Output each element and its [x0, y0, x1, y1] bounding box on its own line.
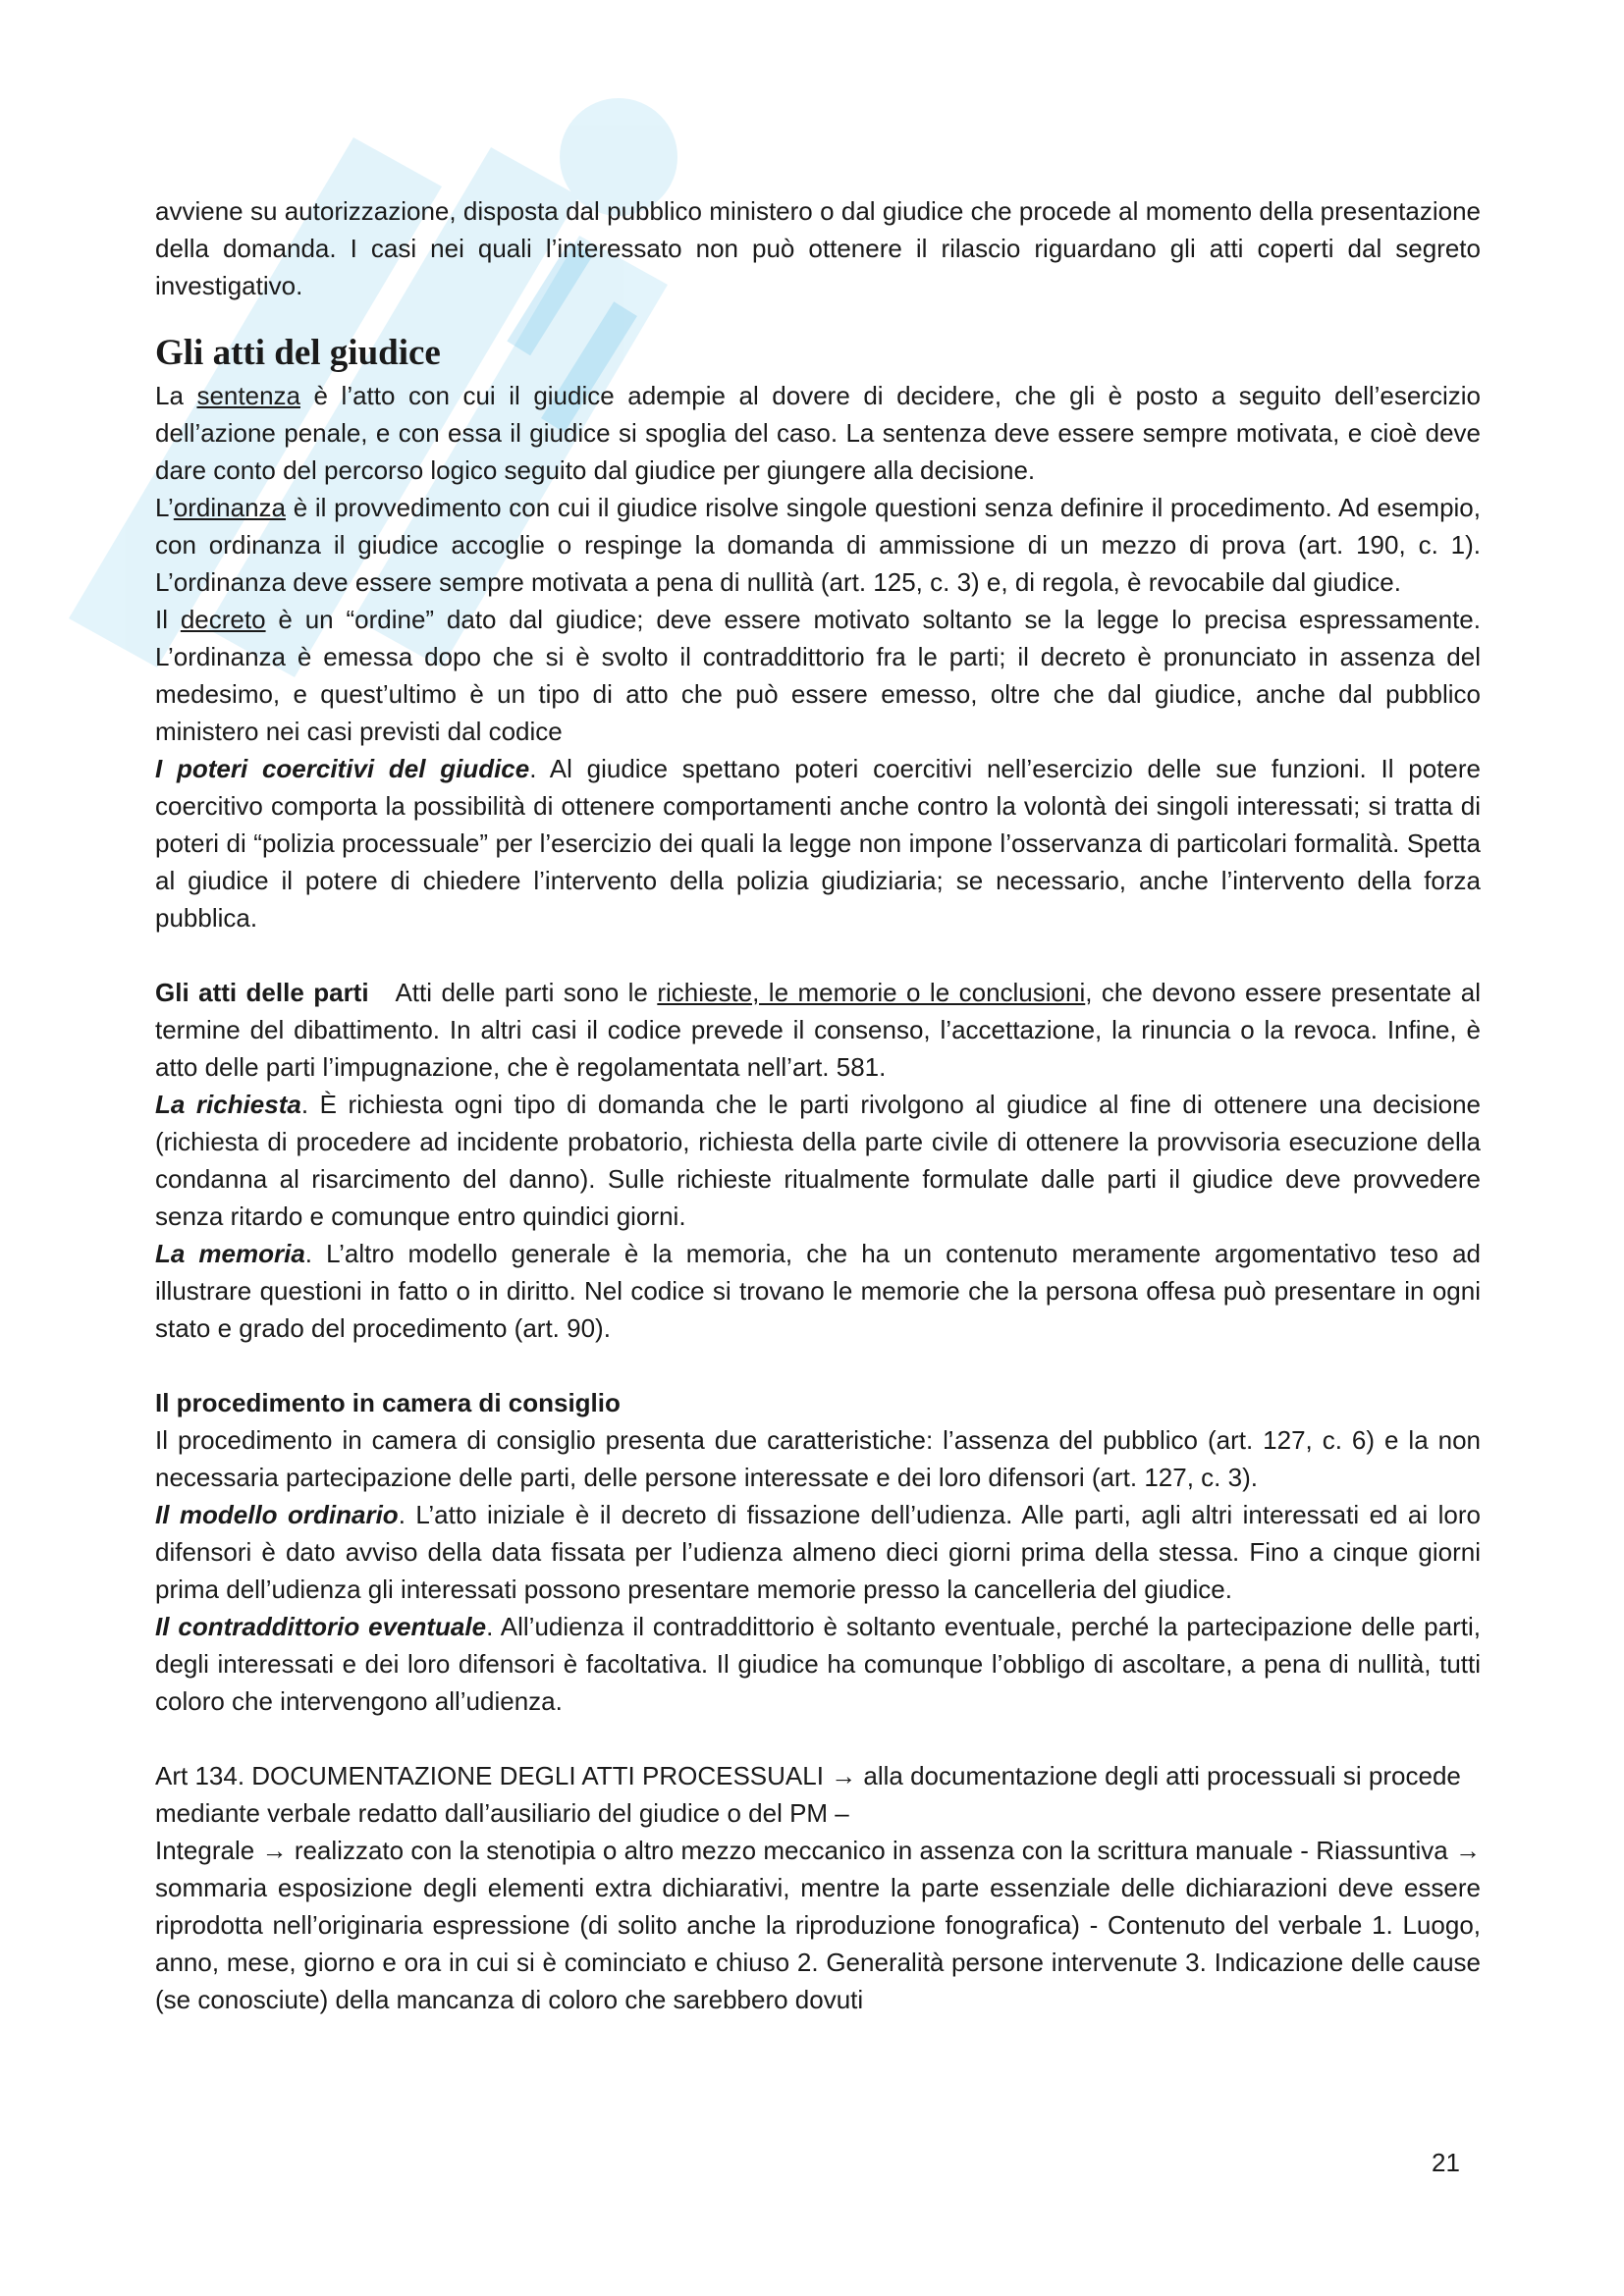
paragraph-integrale: Integrale → realizzato con la stenotipia o altro mezzo meccanico in assenza con la scrittura manuale - Riassuntiva → sommaria esposizione degli elementi extra dichiarativi, mentre la parte essenziale delle dichiarazioni deve essere riprodotta nell’originaria espressione (di solito anche la riproduzione fonografica) - Contenuto del verbale 1. Luogo, anno, mese, giorno e ora in cui si è cominciato e chiuso 2. Generalità persone intervenute 3. Indicazione delle cause (se conosciute) della mancanza di coloro che sarebbero dovuti	[155, 1836, 1481, 2014]
heading-atti-parti: Gli atti delle parti	[155, 978, 369, 1007]
term-sentenza: sentenza	[196, 381, 300, 410]
paragraph-decreto: Il decreto è un “ordine” dato dal giudice; deve essere motivato soltanto se la legge lo precisa espressamente. L’ordinanza è emessa dopo che si è svolto il contraddittorio fra le parti; il decreto è pronunciato in assenza del medesimo, e quest’ultimo è un tipo di atto che può essere emesso, oltre che dal giudice, anche dal pubblico ministero nei casi previsti dal codice	[155, 605, 1481, 746]
term-richieste: richieste, le memorie o le conclusioni	[657, 978, 1086, 1007]
paragraph-sentenza: La sentenza è l’atto con cui il giudice adempie al dovere di decidere, che gli è posto a seguito dell’esercizio dell’azione penale, e con essa il giudice si spoglia del caso. La sentenza deve essere sempre motivata, e cioè deve dare conto del percorso logico seguito dal giudice per giungere alla decisione.	[155, 381, 1481, 485]
heading-richiesta: La richiesta	[155, 1090, 301, 1119]
heading-atti-giudice: Gli atti del giudice	[155, 333, 441, 373]
paragraph-intro: avviene su autorizzazione, disposta dal pubblico ministero o dal giudice che procede al momento della presentazione della domanda. I casi nei quali l’interessato non può ottenere il rilascio riguardano gli atti coperti dal segreto investigativo.	[155, 196, 1481, 300]
heading-camera-consiglio: Il procedimento in camera di consiglio	[155, 1388, 621, 1417]
paragraph-camera-consiglio: Il procedimento in camera di consiglio presenta due caratteristiche: l’assenza del pubblico (art. 127, c. 6) e la non necessaria partecipazione delle parti, delle persone interessate e dei loro difensori (art. 127, c. 3).	[155, 1425, 1481, 1492]
paragraph-poteri-coercitivi: I poteri coercitivi del giudice. Al giudice spettano poteri coercitivi nell’esercizio delle sue funzioni. Il potere coercitivo comporta la possibilità di ottenere comportamenti anche contro la volontà dei singoli interessati; si tratta di poteri di “polizia processuale” per l’esercizio dei quali la legge non impone l’osservanza di particolari formalità. Spetta al giudice il potere di chiedere l’intervento della polizia giudiziaria; se necessario, anche l’intervento della forza pubblica.	[155, 754, 1481, 933]
paragraph-memoria: La memoria. L’altro modello generale è la memoria, che ha un contenuto meramente argomentativo teso ad illustrare questioni in fatto o in diritto. Nel codice si trovano le memorie che la persona offesa può presentare in ogni stato e grado del procedimento (art. 90).	[155, 1239, 1481, 1343]
paragraph-richiesta: La richiesta. È richiesta ogni tipo di domanda che le parti rivolgono al giudice al fine di ottenere una decisione (richiesta di procedere ad incidente probatorio, richiesta della parte civile di ottenere la provvisoria esecuzione della condanna al risarcimento del danno). Sulle richieste ritualmente formulate dalle parti il giudice deve provvedere senza ritardo e comunque entro quindici giorni.	[155, 1090, 1481, 1231]
paragraph-ordinanza: L’ordinanza è il provvedimento con cui il giudice risolve singole questioni senza definire il procedimento. Ad esempio, con ordinanza il giudice accoglie o respinge la domanda di ammissione di un mezzo di prova (art. 190, c. 1). L’ordinanza deve essere sempre motivata a pena di nullità (art. 125, c. 3) e, di regola, è revocabile dal giudice.	[155, 493, 1481, 597]
paragraph-modello-ordinario: Il modello ordinario. L’atto iniziale è il decreto di fissazione dell’udienza. Alle parti, agli altri interessati ed ai loro difensori è dato avviso della data fissata per l’udienza almeno dieci giorni prima della stessa. Fino a cinque giorni prima dell’udienza gli interessati possono presentare memorie presso la cancelleria del giudice.	[155, 1500, 1481, 1604]
heading-contraddittorio: Il contraddittorio eventuale	[155, 1612, 487, 1641]
term-decreto: decreto	[180, 605, 266, 634]
page-number: 21	[1432, 2148, 1460, 2177]
document-body	[155, 192, 1481, 2018]
heading-modello-ordinario: Il modello ordinario	[155, 1500, 399, 1529]
paragraph-atti-parti: Gli atti delle parti Atti delle parti sono le richieste, le memorie o le conclusioni, che devono essere presentate al termine del dibattimento. In altri casi il codice prevede il consenso, l’accettazione, la rinuncia o la revoca. Infine, è atto delle parti l’impugnazione, che è regolamentata nell’art. 581.	[155, 978, 1482, 1082]
paragraph-contraddittorio: Il contraddittorio eventuale. All’udienza il contraddittorio è soltanto eventuale, perché la partecipazione delle parti, degli interessati e dei loro difensori è facoltativa. Il giudice ha comunque l’obbligo di ascoltare, a pena di nullità, tutti coloro che intervengono all’udienza.	[155, 1612, 1481, 1716]
heading-memoria: La memoria	[155, 1239, 305, 1268]
term-ordinanza: ordinanza	[173, 493, 287, 522]
heading-poteri-coercitivi: I poteri coercitivi del giudice	[155, 754, 530, 783]
paragraph-art134: Art 134. DOCUMENTAZIONE DEGLI ATTI PROCESSUALI → alla documentazione degli atti processuali si procede mediante verbale redatto dall’ausiliario del giudice o del PM –	[155, 1761, 1461, 1828]
